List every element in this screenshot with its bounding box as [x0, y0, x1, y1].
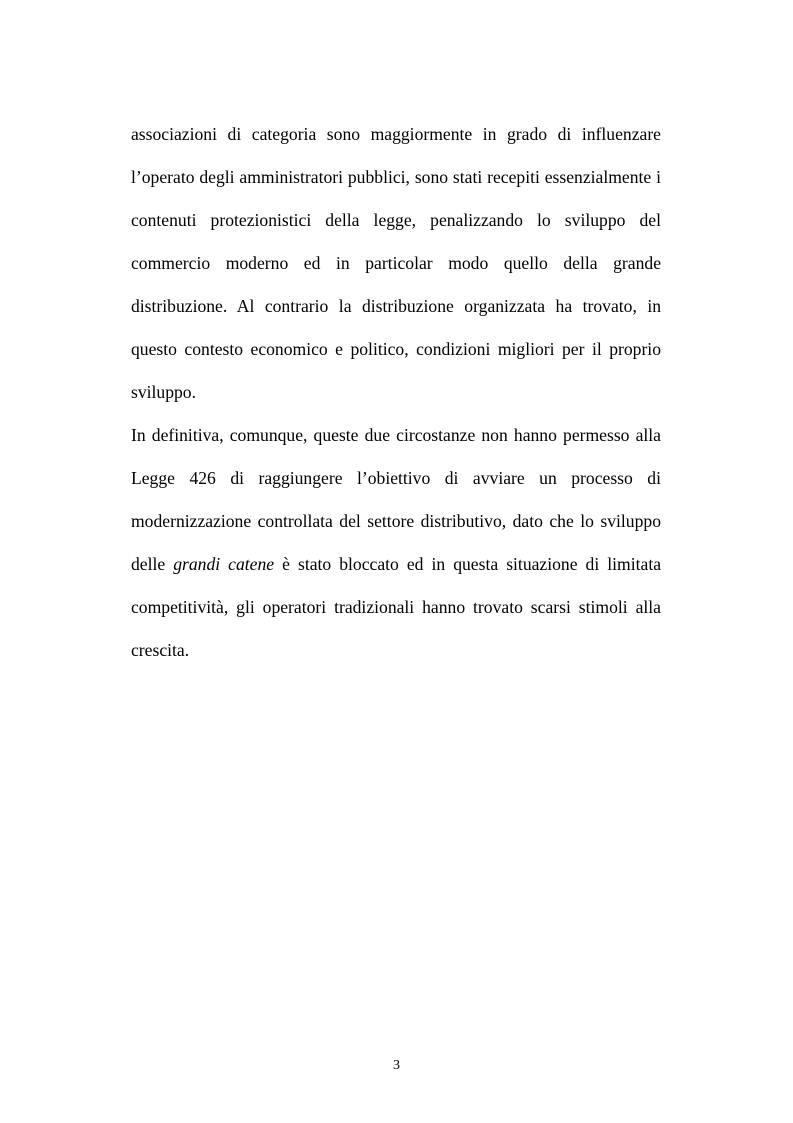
italic-term: grandi catene	[173, 554, 275, 574]
page-number: 3	[393, 1058, 400, 1073]
paragraph-2-text-end: è stato bloccato ed in questa situazione di limitata competitività, gli operatori tradizionali hanno trovato scarsi stimoli alla crescita.	[131, 554, 662, 660]
paragraph-2	[131, 414, 661, 672]
paragraph-2-text-start: In definitiva, comunque, queste due circostanze non hanno permesso alla Legge 426 di raggiungere l’obiettivo di avviare un processo di modernizzazione controllata del settore distributivo, dato che lo sviluppo delle	[131, 425, 661, 574]
paragraph-1: associazioni di categoria sono maggiormente in grado di influenzare l’operato degli amministratori pubblici, sono stati recepiti essenzialmente i contenuti protezionistici della legge, penalizzando lo sviluppo del commercio moderno ed in particolar modo quello della grande distribuzione. Al contrario la distribuzione organizzata ha trovato, in questo contesto economico e politico, condizioni migliori per il proprio sviluppo.	[131, 124, 661, 402]
body-text	[131, 113, 661, 672]
